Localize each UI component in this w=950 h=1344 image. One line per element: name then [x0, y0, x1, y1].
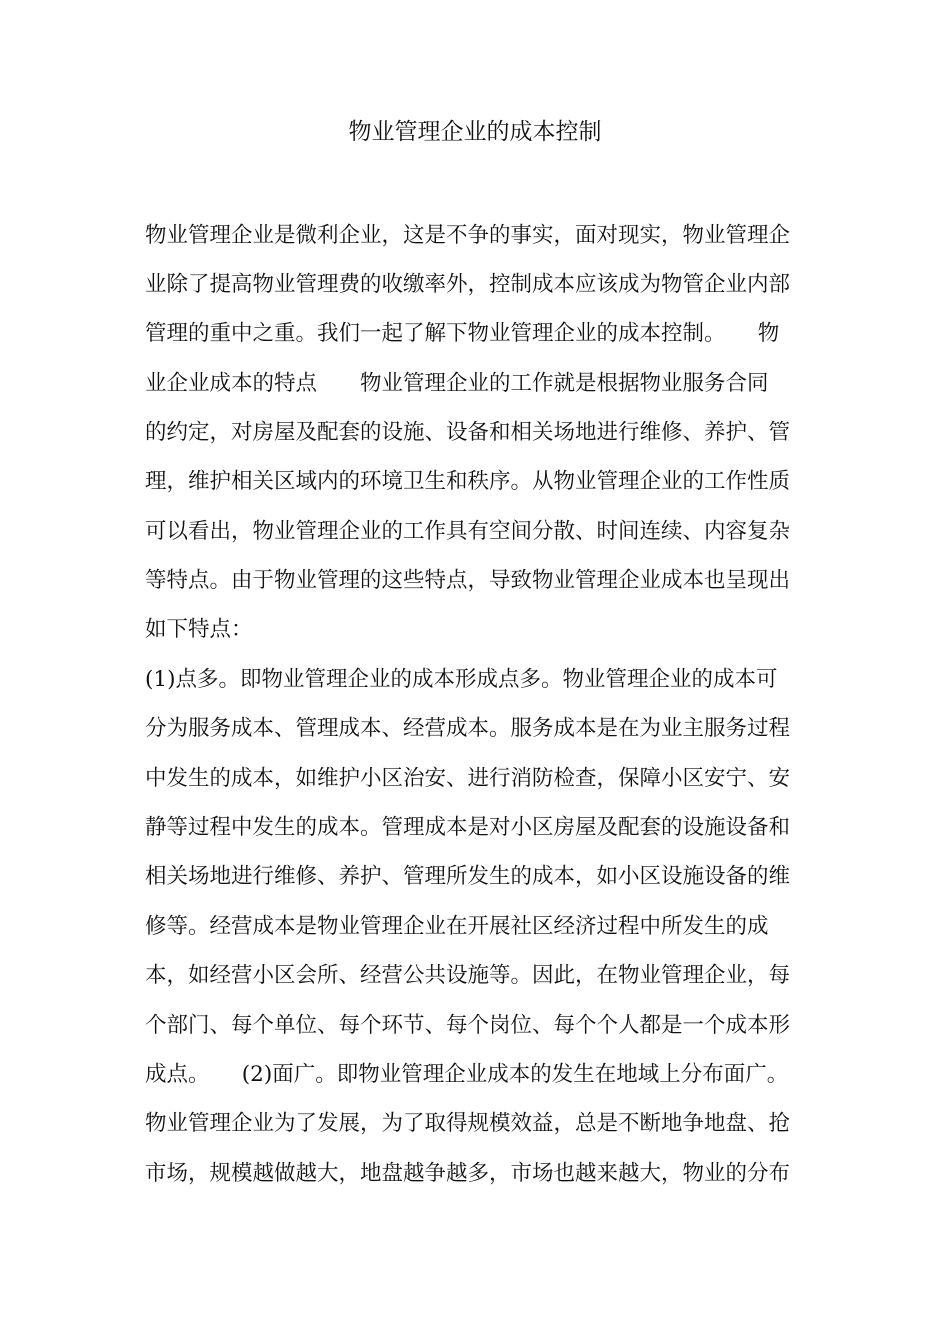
body-line: 的约定，对房屋及配套的设施、设备和相关场地进行维修、养护、管: [145, 420, 791, 445]
body-line: 静等过程中发生的成本。管理成本是对小区房屋及配套的设施设备和: [145, 815, 791, 840]
body-line: 市场，规模越做越大，地盘越争越多，市场也越来越大，物业的分布: [145, 1161, 791, 1186]
body-line: 管理的重中之重。我们一起了解下物业管理企业的成本控制。 物: [145, 321, 780, 346]
body-line: 相关场地进行维修、养护、管理所发生的成本，如小区设施设备的维: [145, 864, 791, 889]
body-line: 物业管理企业是微利企业，这是不争的事实，面对现实，物业管理企: [145, 223, 791, 248]
body-line: 物业管理企业为了发展，为了取得规模效益，总是不断地争地盘、抢: [145, 1111, 791, 1136]
body-line: 业除了提高物业管理费的收缴率外，控制成本应该成为物管企业内部: [145, 272, 791, 297]
body-line: 理，维护相关区域内的环境卫生和秩序。从物业管理企业的工作性质: [145, 469, 791, 494]
body-line: 中发生的成本，如维护小区治安、进行消防检查，保障小区安宁、安: [145, 766, 791, 791]
body-line: 个部门、每个单位、每个环节、每个岗位、每个个人都是一个成本形: [145, 1013, 791, 1038]
body-line: 可以看出，物业管理企业的工作具有空间分散、时间连续、内容复杂: [145, 519, 791, 544]
body-line: 如下特点：: [145, 617, 253, 642]
body-line: 本，如经营小区会所、经营公共设施等。因此，在物业管理企业，每: [145, 963, 791, 988]
body-line: 业企业成本的特点 物业管理企业的工作就是根据物业服务合同: [145, 371, 769, 396]
body-line: 修等。经营成本是物业管理企业在开展社区经济过程中所发生的成: [145, 914, 769, 939]
body-line: 分为服务成本、管理成本、经营成本。服务成本是在为业主服务过程: [145, 716, 791, 741]
body-line: (1)点多。即物业管理企业的成本形成点多。物业管理企业的成本可: [145, 667, 778, 692]
body-line: 成点。 (2)面广。即物业管理企业成本的发生在地域上分布面广。: [145, 1062, 789, 1087]
document-title: 物业管理企业的成本控制: [348, 119, 602, 145]
body-line: 等特点。由于物业管理的这些特点，导致物业管理企业成本也呈现出: [145, 568, 791, 593]
